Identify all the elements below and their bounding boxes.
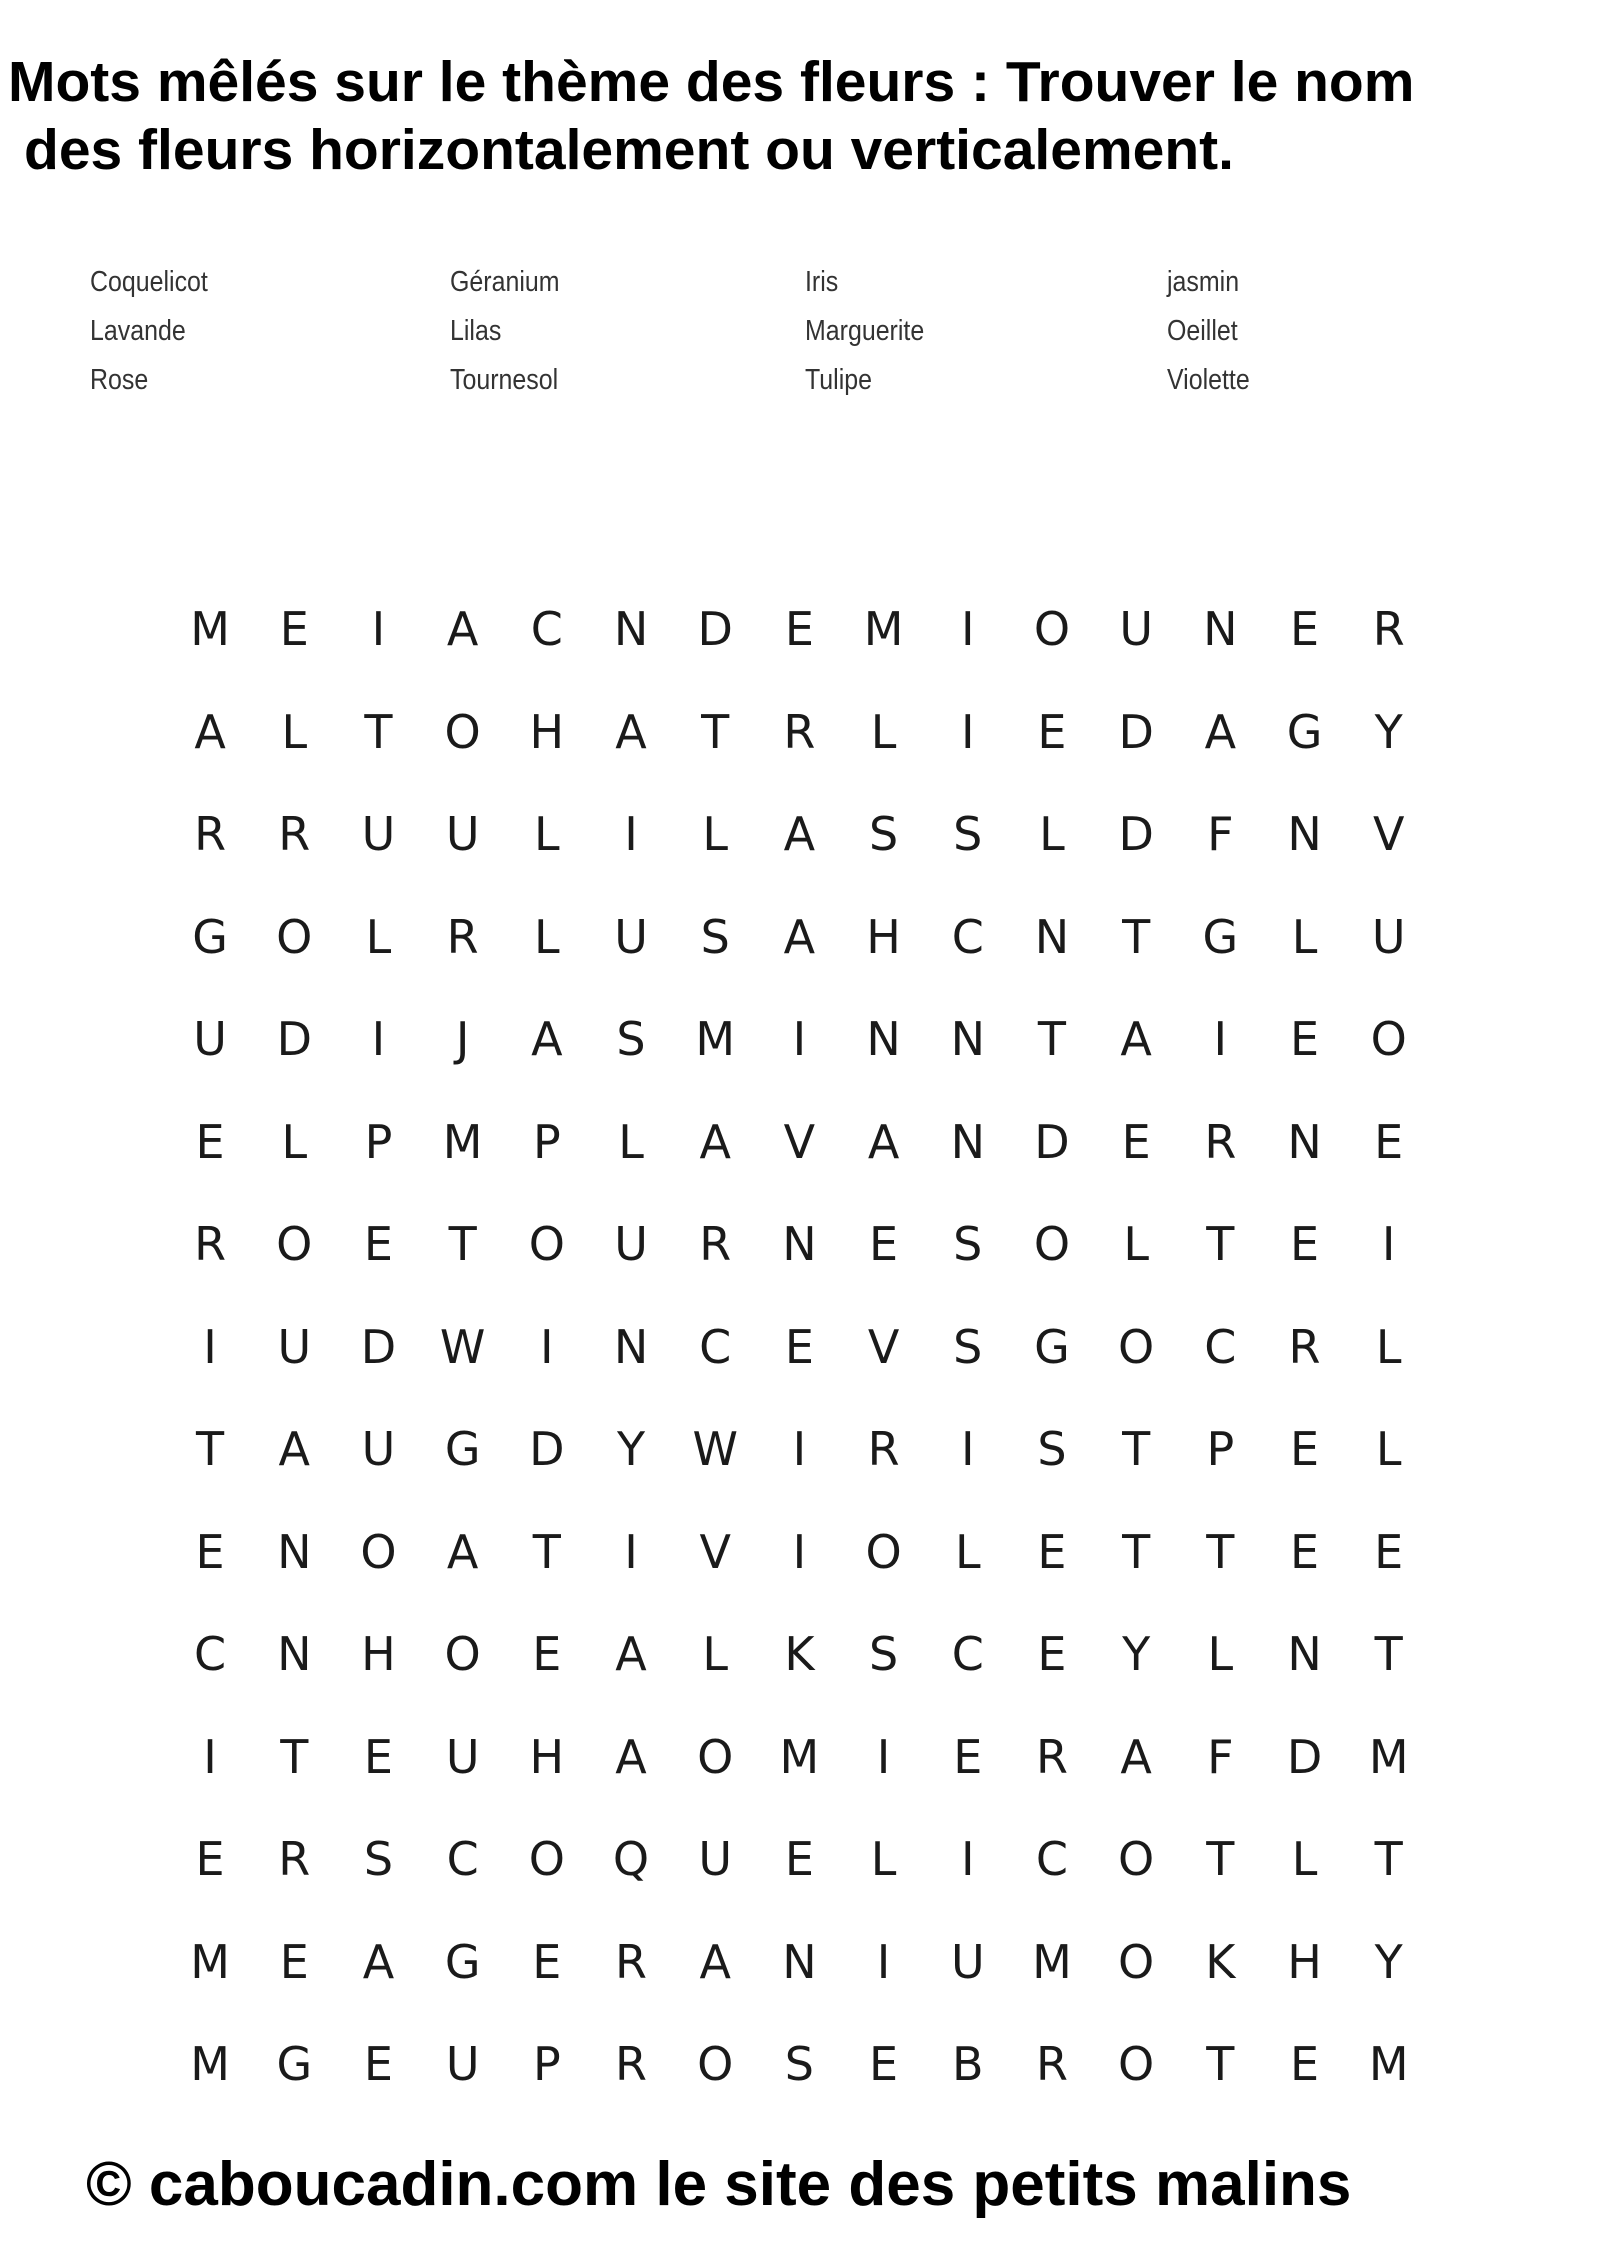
- grid-cell: S: [1037, 1422, 1067, 1477]
- grid-cell: M: [695, 1012, 736, 1067]
- grid-cell: E: [1037, 1524, 1067, 1579]
- grid-cell: L: [1291, 909, 1318, 964]
- grid-cell: V: [867, 1319, 900, 1374]
- grid-cell: O: [697, 2037, 734, 2092]
- grid-cell: M: [442, 1114, 483, 1169]
- word-item: Géranium: [450, 266, 560, 298]
- grid-cell: A: [278, 1422, 311, 1477]
- word-item: Oeillet: [1167, 315, 1238, 347]
- grid-cell: G: [1286, 704, 1323, 759]
- grid-cell: R: [1372, 602, 1405, 657]
- grid-cell: U: [445, 1729, 480, 1784]
- grid-cell: I: [1381, 1217, 1396, 1272]
- grid-cell: A: [362, 1934, 395, 1989]
- grid-cell: T: [701, 704, 730, 759]
- grid-cell: S: [953, 1217, 983, 1272]
- grid-cell: E: [1289, 602, 1320, 657]
- grid-cell: I: [960, 704, 975, 759]
- grid-cell: N: [950, 1012, 985, 1067]
- grid-cell: T: [196, 1422, 225, 1477]
- grid-cell: T: [1206, 2037, 1235, 2092]
- grid-cell: A: [615, 1729, 647, 1784]
- grid-cell: S: [363, 1832, 394, 1887]
- word-item: Iris: [805, 266, 839, 298]
- grid-cell: A: [531, 1012, 563, 1067]
- grid-cell: N: [866, 1012, 901, 1067]
- grid-cell: T: [1122, 1422, 1151, 1477]
- grid-cell: T: [1122, 1524, 1151, 1579]
- grid-cell: R: [783, 704, 816, 759]
- grid-cell: S: [868, 1627, 899, 1682]
- grid-cell: R: [1035, 1729, 1068, 1784]
- grid-cell: A: [783, 807, 816, 862]
- grid-cell: A: [783, 909, 816, 964]
- title-line-2: des fleurs horizontalement ou verticalement.: [24, 118, 1234, 182]
- grid-cell: I: [876, 1729, 891, 1784]
- grid-cell: L: [1375, 1422, 1402, 1477]
- grid-cell: O: [528, 1217, 565, 1272]
- grid-cell: A: [446, 602, 479, 657]
- grid-cell: S: [700, 909, 730, 964]
- grid-cell: E: [1289, 1217, 1320, 1272]
- page-title: [8, 48, 1598, 184]
- grid-cell: U: [614, 1217, 648, 1272]
- grid-cell: E: [1121, 1114, 1151, 1169]
- grid-cell: U: [361, 807, 396, 862]
- grid-cell: L: [1291, 1832, 1318, 1887]
- grid-cell: V: [1372, 807, 1405, 862]
- grid-cell: I: [792, 1422, 807, 1477]
- footer-credit: © caboucadin.com le site des petits malins: [86, 2150, 1352, 2219]
- grid-cell: O: [276, 909, 313, 964]
- grid-cell: E: [784, 1832, 814, 1887]
- word-search-grid: [168, 578, 1431, 2116]
- grid-cell: C: [951, 909, 984, 964]
- grid-cell: N: [1287, 1627, 1322, 1682]
- grid-cell: R: [1035, 2037, 1068, 2092]
- grid-cell: E: [953, 1729, 983, 1784]
- grid-cell: L: [702, 807, 729, 862]
- grid-cell: N: [613, 602, 649, 657]
- grid-cell: I: [624, 1524, 638, 1579]
- grid-cell: V: [699, 1524, 731, 1579]
- grid-cell: M: [863, 602, 904, 657]
- grid-cell: B: [952, 2037, 984, 2092]
- grid-cell: N: [950, 1114, 985, 1169]
- grid-cell: T: [364, 704, 393, 759]
- grid-cell: E: [784, 602, 814, 657]
- grid-cell: M: [190, 1934, 230, 1989]
- grid-cell: R: [278, 807, 311, 862]
- word-item: Lilas: [450, 315, 502, 347]
- grid-cell: L: [534, 909, 560, 964]
- grid-cell: F: [1207, 1729, 1234, 1784]
- grid-cell: G: [444, 1422, 481, 1477]
- grid-cell: I: [792, 1524, 807, 1579]
- grid-cell: I: [371, 1012, 386, 1067]
- grid-cell: C: [1204, 1319, 1237, 1374]
- grid-cell: T: [1122, 909, 1151, 964]
- grid-cell: C: [951, 1627, 984, 1682]
- grid-cell: L: [870, 704, 897, 759]
- grid-cell: H: [529, 704, 565, 759]
- grid-cell: U: [950, 1934, 985, 1989]
- grid-cell: Y: [616, 1422, 646, 1477]
- grid-cell: A: [446, 1524, 479, 1579]
- grid-cell: T: [532, 1524, 561, 1579]
- grid-cell: C: [194, 1627, 227, 1682]
- grid-cell: C: [530, 602, 563, 657]
- grid-cell: E: [279, 1934, 309, 1989]
- title-line-1: Mots mêlés sur le thème des fleurs : Trouver le nom: [8, 50, 1415, 114]
- grid-cell: G: [1034, 1319, 1070, 1374]
- word-item: Rose: [90, 364, 149, 396]
- grid-cell: L: [281, 1114, 308, 1169]
- grid-cell: O: [1118, 2037, 1155, 2092]
- grid-cell: E: [532, 1627, 562, 1682]
- grid-cell: G: [192, 909, 228, 964]
- word-item: Tulipe: [805, 364, 873, 396]
- grid-cell: E: [1037, 1627, 1067, 1682]
- grid-cell: O: [697, 1729, 734, 1784]
- grid-cell: E: [869, 1217, 899, 1272]
- grid-cell: M: [190, 2037, 230, 2092]
- grid-cell: L: [1375, 1319, 1402, 1374]
- word-item: Tournesol: [450, 364, 559, 396]
- grid-cell: N: [1034, 909, 1070, 964]
- grid-cell: K: [1205, 1934, 1236, 1989]
- grid-cell: L: [534, 807, 560, 862]
- grid-cell: S: [868, 807, 899, 862]
- grid-cell: A: [1120, 1729, 1152, 1784]
- grid-cell: R: [1204, 1114, 1237, 1169]
- grid-cell: H: [866, 909, 901, 964]
- grid-cell: I: [371, 602, 386, 657]
- grid-cell: V: [783, 1114, 816, 1169]
- grid-cell: P: [532, 1114, 561, 1169]
- grid-cell: W: [439, 1319, 486, 1374]
- grid-cell: A: [699, 1934, 731, 1989]
- grid-cell: L: [1207, 1627, 1234, 1682]
- grid-cell: I: [203, 1319, 217, 1374]
- grid-cell: E: [1289, 1012, 1320, 1067]
- grid-cell: C: [699, 1319, 732, 1374]
- grid-cell: J: [455, 1012, 470, 1067]
- grid-cell: K: [784, 1627, 815, 1682]
- grid-cell: G: [444, 1934, 481, 1989]
- grid-cell: W: [692, 1422, 738, 1477]
- grid-cell: D: [1118, 704, 1154, 759]
- grid-cell: L: [1039, 807, 1065, 862]
- word-item: jasmin: [1167, 266, 1240, 298]
- grid-cell: R: [194, 807, 227, 862]
- grid-cell: L: [870, 1832, 897, 1887]
- grid-cell: O: [1118, 1832, 1155, 1887]
- grid-cell: E: [869, 2037, 899, 2092]
- grid-cell: N: [613, 1319, 649, 1374]
- grid-cell: U: [445, 807, 480, 862]
- grid-cell: O: [1033, 602, 1071, 657]
- grid-cell: M: [1368, 1729, 1409, 1784]
- grid-cell: Y: [1122, 1627, 1151, 1682]
- word-item: Lavande: [90, 315, 186, 347]
- word-item: Violette: [1167, 364, 1250, 396]
- grid-cell: E: [363, 1729, 393, 1784]
- grid-cell: O: [276, 1217, 313, 1272]
- grid-cell: T: [1374, 1627, 1403, 1682]
- grid-cell: U: [445, 2037, 480, 2092]
- grid-cell: E: [1374, 1524, 1404, 1579]
- grid-cell: O: [865, 1524, 902, 1579]
- grid-cell: N: [277, 1627, 312, 1682]
- grid-cell: I: [1213, 1012, 1228, 1067]
- grid-cell: I: [792, 1012, 807, 1067]
- word-list: [90, 258, 1290, 405]
- grid-cell: E: [363, 2037, 393, 2092]
- grid-cell: N: [1287, 1114, 1322, 1169]
- grid-cell: D: [276, 1012, 312, 1067]
- grid-cell: G: [1202, 909, 1239, 964]
- grid-cell: I: [960, 1422, 975, 1477]
- grid-cell: L: [954, 1524, 981, 1579]
- grid-cell: A: [1120, 1012, 1152, 1067]
- grid-cell: R: [1288, 1319, 1321, 1374]
- grid-cell: L: [618, 1114, 644, 1169]
- grid-cell: S: [953, 807, 983, 862]
- grid-cell: R: [278, 1832, 311, 1887]
- grid-cell: E: [1289, 1422, 1320, 1477]
- grid-cell: D: [1118, 807, 1154, 862]
- grid-cell: O: [1033, 1217, 1071, 1272]
- grid-cell: U: [698, 1832, 733, 1887]
- grid-cell: A: [867, 1114, 900, 1169]
- grid-cell: C: [446, 1832, 479, 1887]
- grid-cell: O: [1118, 1934, 1155, 1989]
- grid-cell: P: [1206, 1422, 1235, 1477]
- grid-cell: R: [867, 1422, 900, 1477]
- grid-cell: S: [784, 2037, 814, 2092]
- grid-cell: D: [1286, 1729, 1323, 1784]
- grid-cell: E: [195, 1114, 225, 1169]
- grid-cell: Q: [612, 1832, 650, 1887]
- grid-cell: S: [616, 1012, 646, 1067]
- grid-cell: T: [1206, 1832, 1235, 1887]
- grid-cell: N: [782, 1217, 817, 1272]
- grid-cell: I: [960, 602, 975, 657]
- grid-cell: E: [279, 602, 309, 657]
- grid-cell: R: [615, 1934, 648, 1989]
- grid-cell: O: [444, 1627, 481, 1682]
- grid-cell: T: [1206, 1524, 1235, 1579]
- word-item: Marguerite: [805, 315, 925, 347]
- grid-cell: N: [1203, 602, 1238, 657]
- grid-cell: L: [702, 1627, 729, 1682]
- grid-cell: N: [277, 1524, 312, 1579]
- grid-cell: T: [280, 1729, 309, 1784]
- grid-cell: E: [1289, 1524, 1320, 1579]
- grid-cell: H: [1287, 1934, 1322, 1989]
- grid-cell: N: [1287, 807, 1322, 862]
- grid-cell: E: [363, 1217, 393, 1272]
- grid-cell: A: [194, 704, 226, 759]
- grid-cell: O: [1118, 1319, 1155, 1374]
- grid-cell: E: [195, 1832, 225, 1887]
- grid-cell: N: [782, 1934, 817, 1989]
- grid-cell: D: [360, 1319, 397, 1374]
- grid-cell: H: [529, 1729, 565, 1784]
- grid-cell: O: [1370, 1012, 1407, 1067]
- grid-cell: O: [444, 704, 481, 759]
- grid-cell: R: [615, 2037, 648, 2092]
- grid-cell: E: [1289, 2037, 1320, 2092]
- grid-cell: E: [532, 1934, 562, 1989]
- grid-cell: L: [1123, 1217, 1149, 1272]
- grid-cell: T: [1206, 1217, 1235, 1272]
- grid-cell: E: [195, 1524, 225, 1579]
- grid-cell: P: [364, 1114, 393, 1169]
- grid-cell: E: [1037, 704, 1067, 759]
- grid-cell: R: [446, 909, 479, 964]
- grid-cell: Y: [1374, 1934, 1403, 1989]
- grid-cell: O: [528, 1832, 565, 1887]
- grid-cell: I: [624, 807, 638, 862]
- grid-cell: U: [193, 1012, 227, 1067]
- grid-cell: G: [276, 2037, 313, 2092]
- grid-cell: M: [1368, 2037, 1409, 2092]
- grid-cell: U: [277, 1319, 312, 1374]
- grid-cell: D: [1034, 1114, 1070, 1169]
- grid-cell: A: [1204, 704, 1237, 759]
- grid-cell: L: [365, 909, 392, 964]
- grid-cell: I: [203, 1729, 217, 1784]
- grid-cell: P: [532, 2037, 561, 2092]
- grid-cell: U: [361, 1422, 396, 1477]
- grid-cell: E: [784, 1319, 814, 1374]
- grid-cell: S: [953, 1319, 983, 1374]
- grid-cell: C: [1035, 1832, 1069, 1887]
- grid-cell: A: [699, 1114, 731, 1169]
- grid-cell: O: [360, 1524, 397, 1579]
- grid-cell: I: [540, 1319, 554, 1374]
- grid-cell: A: [615, 1627, 647, 1682]
- grid-cell: T: [1374, 1832, 1403, 1887]
- grid-cell: R: [194, 1217, 227, 1272]
- word-item: Coquelicot: [90, 266, 208, 298]
- grid-cell: I: [876, 1934, 891, 1989]
- grid-cell: M: [190, 602, 230, 657]
- grid-cell: U: [614, 909, 648, 964]
- grid-cell: T: [1037, 1012, 1067, 1067]
- grid-cell: E: [1374, 1114, 1404, 1169]
- grid-cell: D: [697, 602, 733, 657]
- grid-cell: U: [1119, 602, 1153, 657]
- grid-cell: T: [448, 1217, 477, 1272]
- grid-cell: M: [1032, 1934, 1072, 1989]
- grid-cell: U: [1371, 909, 1406, 964]
- grid-cell: F: [1207, 807, 1234, 862]
- grid-cell: H: [361, 1627, 396, 1682]
- grid-cell: Y: [1374, 704, 1403, 759]
- grid-cell: M: [779, 1729, 820, 1784]
- grid-cell: L: [281, 704, 308, 759]
- grid-cell: I: [960, 1832, 975, 1887]
- grid-cell: R: [699, 1217, 732, 1272]
- grid-cell: D: [529, 1422, 565, 1477]
- grid-cell: A: [615, 704, 647, 759]
